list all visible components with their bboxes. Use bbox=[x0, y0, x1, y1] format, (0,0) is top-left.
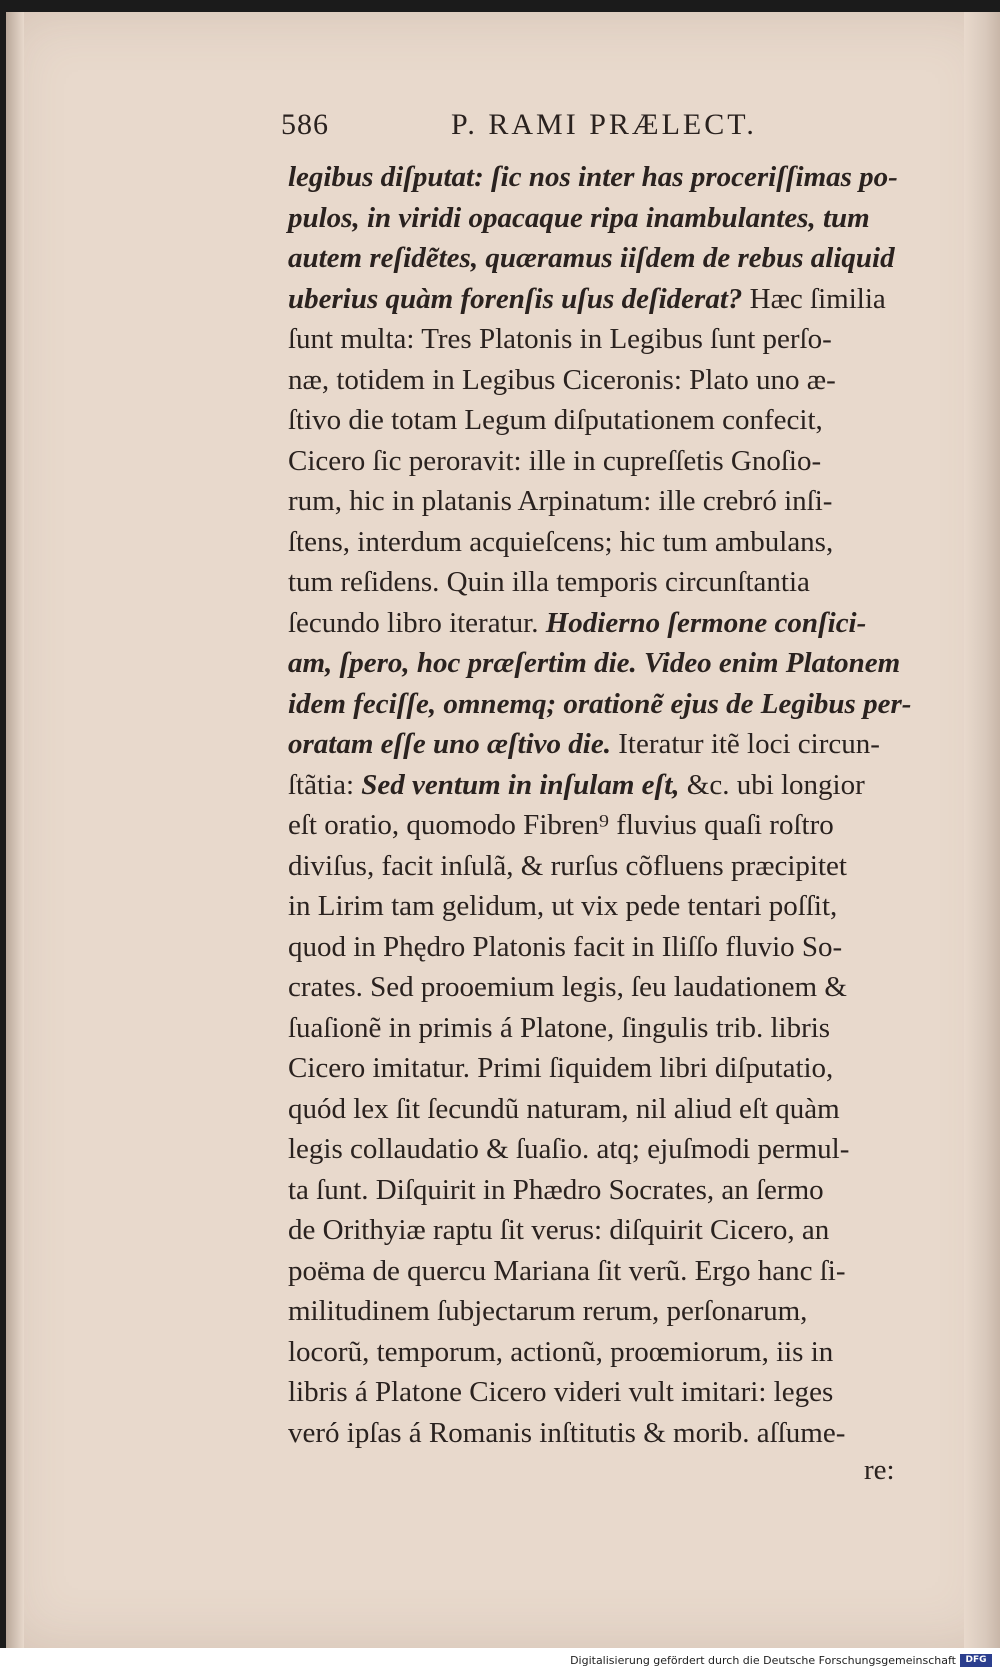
text-line bbox=[288, 441, 908, 482]
text-segment: Hæc ſimilia bbox=[742, 282, 886, 315]
text-line bbox=[288, 603, 908, 644]
text-line bbox=[288, 1332, 908, 1373]
italic-text-segment: Sed ventum in inſulam eſt, bbox=[361, 768, 680, 801]
italic-text-segment: Hodierno ſermone conſici- bbox=[545, 606, 867, 639]
text-line bbox=[288, 1413, 908, 1454]
text-line bbox=[288, 1129, 908, 1170]
text-segment: ſtens, interdum acquieſcens; hic tum ambulans, bbox=[288, 525, 834, 558]
text-segment: diviſus, facit inſulã, & rurſus cõfluens præcipitet bbox=[288, 849, 847, 882]
italic-text-segment: autem reſidẽtes, quæramus iiſdem de rebus aliquid bbox=[288, 242, 895, 274]
text-segment: locorũ, temporum, actionũ, proœmiorum, iis in bbox=[288, 1335, 834, 1368]
text-line bbox=[288, 805, 908, 846]
text-segment: eſt oratio, quomodo Fibren⁹ fluvius quaſi roſtro bbox=[288, 809, 834, 841]
running-head: P. RAMI PRÆLECT. bbox=[451, 108, 757, 141]
text-segment: quód lex ſit ſecundũ naturam, nil aliud eſt quàm bbox=[288, 1092, 840, 1125]
text-segment: Cicero ſic peroravit: ille in cupreſſetis Gnoſio- bbox=[288, 444, 822, 477]
text-segment: tum reſidens. Quin illa temporis circunſtantia bbox=[288, 566, 810, 598]
text-segment: legis collaudatio & ſuaſio. atq; ejuſmodi permul- bbox=[288, 1133, 850, 1165]
text-line bbox=[288, 522, 908, 563]
text-segment: Iteratur itẽ loci circun- bbox=[610, 728, 880, 760]
text-line bbox=[288, 643, 908, 684]
text-segment: in Lirim tam gelidum, ut vix pede tentari poſſit, bbox=[288, 890, 838, 922]
text-line bbox=[288, 684, 912, 725]
text-line bbox=[288, 319, 908, 360]
text-line bbox=[288, 846, 908, 887]
dfg-logo: DFG bbox=[960, 1654, 992, 1667]
text-segment: Cicero imitatur. Primi ſiquidem libri diſputatio, bbox=[288, 1052, 834, 1084]
text-segment: veró ipſas á Romanis inſtitutis & morib. aſſume- bbox=[288, 1416, 846, 1449]
text-line bbox=[288, 400, 908, 441]
text-segment: poëma de quercu Mariana ſit verũ. Ergo hanc ſi- bbox=[288, 1254, 846, 1287]
text-line bbox=[288, 724, 908, 765]
text-segment: ſtivo die totam Legum diſputationem confecit, bbox=[288, 404, 823, 436]
text-segment: næ, totidem in Legibus Ciceronis: Plato uno æ- bbox=[288, 363, 836, 396]
text-line bbox=[288, 1291, 908, 1332]
text-line bbox=[288, 1170, 908, 1211]
text-line bbox=[288, 562, 908, 603]
text-segment: crates. Sed prooemium legis, ſeu laudationem & bbox=[288, 971, 847, 1003]
text-segment: ta ſunt. Diſquirit in Phædro Socrates, an ſermo bbox=[288, 1173, 824, 1206]
text-line bbox=[288, 1089, 908, 1130]
text-line bbox=[288, 765, 908, 806]
italic-text-segment: idem feciſſe, omnemq; orationẽ ejus de Legibus per- bbox=[288, 687, 912, 720]
text-segment: ſunt multa: Tres Platonis in Legibus ſunt perſo- bbox=[288, 323, 832, 355]
body-text bbox=[288, 157, 912, 1453]
footer-credit: Digitalisierung gefördert durch die Deutsche Forschungsgemeinschaft bbox=[570, 1654, 956, 1667]
text-line bbox=[288, 1372, 908, 1413]
text-segment: ſecundo libro iteratur. bbox=[288, 606, 546, 639]
text-segment: de Orithyiæ raptu ſit verus: diſquirit Cicero, an bbox=[288, 1214, 830, 1246]
text-line bbox=[288, 1048, 908, 1089]
text-line bbox=[288, 967, 908, 1008]
text-line bbox=[288, 1210, 908, 1251]
text-line bbox=[288, 360, 908, 401]
text-segment: rum, hic in platanis Arpinatum: ille crebró inſi- bbox=[288, 485, 833, 517]
text-line bbox=[288, 886, 908, 927]
italic-text-segment: oratam eſſe uno æſtivo die. bbox=[288, 728, 611, 760]
text-segment: militudinem ſubjectarum rerum, perſonarum, bbox=[288, 1295, 808, 1327]
page-number: 586 bbox=[281, 108, 329, 141]
text-line bbox=[288, 481, 908, 522]
text-line bbox=[288, 157, 908, 198]
text-segment: &c. ubi longior bbox=[679, 768, 865, 801]
page-edge bbox=[964, 12, 1000, 1648]
text-segment: ſuaſionẽ in primis á Platone, ſingulis trib. libris bbox=[288, 1011, 831, 1044]
italic-text-segment: pulos, in viridi opacaque ripa inambulantes, tum bbox=[288, 201, 870, 234]
italic-text-segment: legibus diſputat: ſic nos inter has proceriſſimas po- bbox=[288, 161, 898, 193]
text-line bbox=[288, 1251, 908, 1292]
text-segment: libris á Platone Cicero videri vult imitari: leges bbox=[288, 1376, 834, 1408]
text-line bbox=[288, 927, 908, 968]
text-line bbox=[288, 238, 908, 279]
italic-text-segment: uberius quàm forenſis uſus deſiderat? bbox=[288, 282, 743, 315]
italic-text-segment: am, ſpero, hoc præſertim die. Video enim Platonem bbox=[288, 647, 901, 679]
catchword: re: bbox=[864, 1454, 895, 1486]
footer-bar bbox=[0, 1648, 1000, 1674]
text-line bbox=[288, 1008, 908, 1049]
text-line bbox=[288, 198, 908, 239]
page-gutter-shadow bbox=[6, 12, 24, 1648]
text-line bbox=[288, 279, 908, 320]
text-segment: quod in Phędro Platonis facit in Iliſſo fluvio So- bbox=[288, 930, 843, 963]
text-segment: ſtãtia: bbox=[288, 768, 362, 801]
